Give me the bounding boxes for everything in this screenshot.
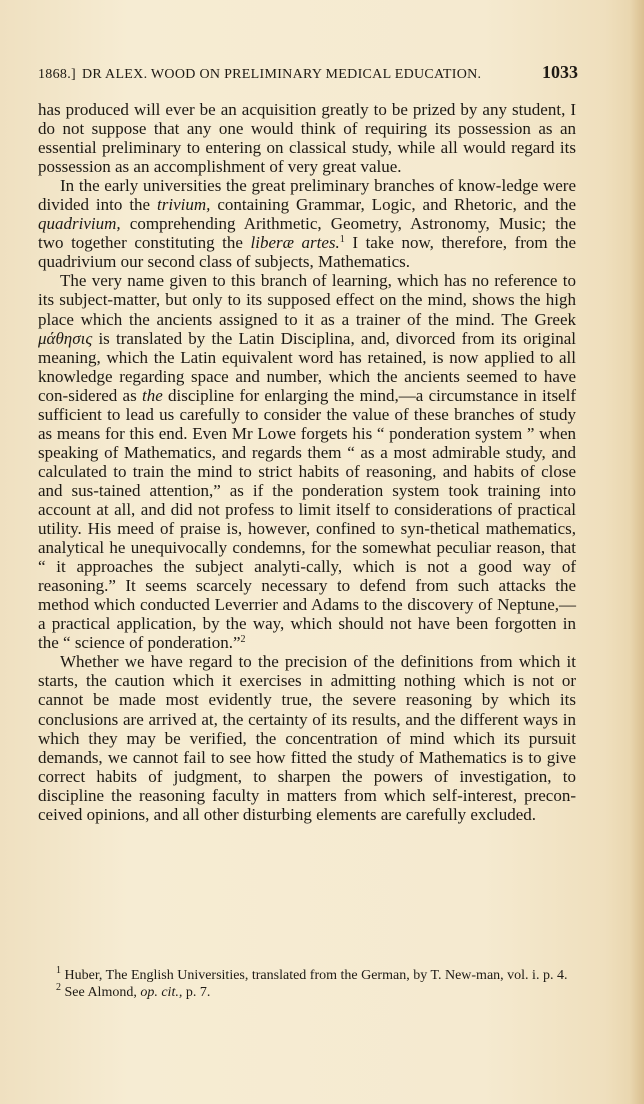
paragraph-universities: In the early universities the great preliminary branches of know-ledge were divided into the trivium, containing Grammar, Logic, and Rhetoric, and the quadrivium, comprehending Arithmetic, Geometry, Astronomy, Music; the two together constituting the liberæ artes.$^1$ I take now, therefore, from the quadrivium our second class of subjects, Mathematics. [38,176,576,272]
header-title: DR ALEX. WOOD ON PRELIMINARY MEDICAL EDUCATION. [81,67,482,82]
footnote-ref-1[interactable]: 1 [339,234,345,246]
emphasis-the: the [141,385,163,405]
term-liberae-artes: liberæ artes. [250,233,340,253]
footnote-1: $^1$ Huber, The English Universities, translated from the German, by T. New-man, vol. i. p. 4. [56,965,568,983]
page-number: 1033 [542,62,578,82]
header-year: 1868.] [38,67,76,82]
paragraph-mathematics-name: The very name given to this branch of learning, which has no reference to its subject-matter, but only to its supposed effect on the mind, shows the high place which the ancients assigned to it as a trainer of the mind. The Greek μάθησις is translated by the Latin Disciplina, and, divorced from its original meaning, which the Latin equivalent word has retained, is now applied to all knowledge regarding space and number, which the ancients seemed to have con-sidered as the discipline for enlarging the mind,—a circumstance in itself sufficient to lead us carefully to consider the value of these branches of study as means for this end. Even Mr Lowe forgets his “ ponderation system ” when speaking of Mathematics, and regards them “ as a most admirable study, and calculated to train the mind to strict habits of reasoning, and habits of close and sus-tained attention,” as if the ponderation system took training into account at all, and did not profess to limit itself to considerations of practical utility. His meed of praise is, however, confined to syn-thetical mathematics, analytical he unequivocally condemns, for the somewhat peculiar reason, that “ it approaches the subject analyti-cally, which is not a good way of reasoning.” It seems scarcely necessary to defend from such attacks the method which conducted Leverrier and Adams to the discovery of Neptune,—a practical application, by the way, which should not have been forgotten in the “ science of ponderation.”$^2$ [38,271,576,653]
footnotes [38,965,576,1001]
main-text [38,100,576,824]
greek-word: μάθησις [38,328,93,348]
term-quadrivium: quadrivium, [38,214,121,234]
running-header [38,62,578,83]
term-trivium: trivium, [157,195,211,215]
paragraph-whether: Whether we have regard to the precision of the definitions from which it starts, the caution which it exercises in admitting nothing which is not or cannot be made most evidently true, the severe reasoning by which its conclusions are arrived at, the certainty of its results, and the different ways in which they may be verified, the concentration of mind which its pursuit demands, we cannot fail to see how fitted the study of Mathematics is to give correct habits of judgment, to sharpen the powers of investigation, to discipline the reasoning faculty in matters from which self-interest, precon-ceived opinions, and all other disturbing elements are carefully excluded. [38,652,576,824]
footnote-ref-2[interactable]: 2 [240,634,246,646]
page-edge-stain [630,0,644,1104]
footnote-2: $^2$ See Almond, op. cit., p. 7. [56,981,211,1000]
paragraph-continued: has produced will ever be an acquisition greatly to be prized by any student, I do not suppose that any one would think of requiring its possession as an essential preliminary to entering on classical study, while all would regard its possession as an accomplishment of very great value. [38,100,576,177]
